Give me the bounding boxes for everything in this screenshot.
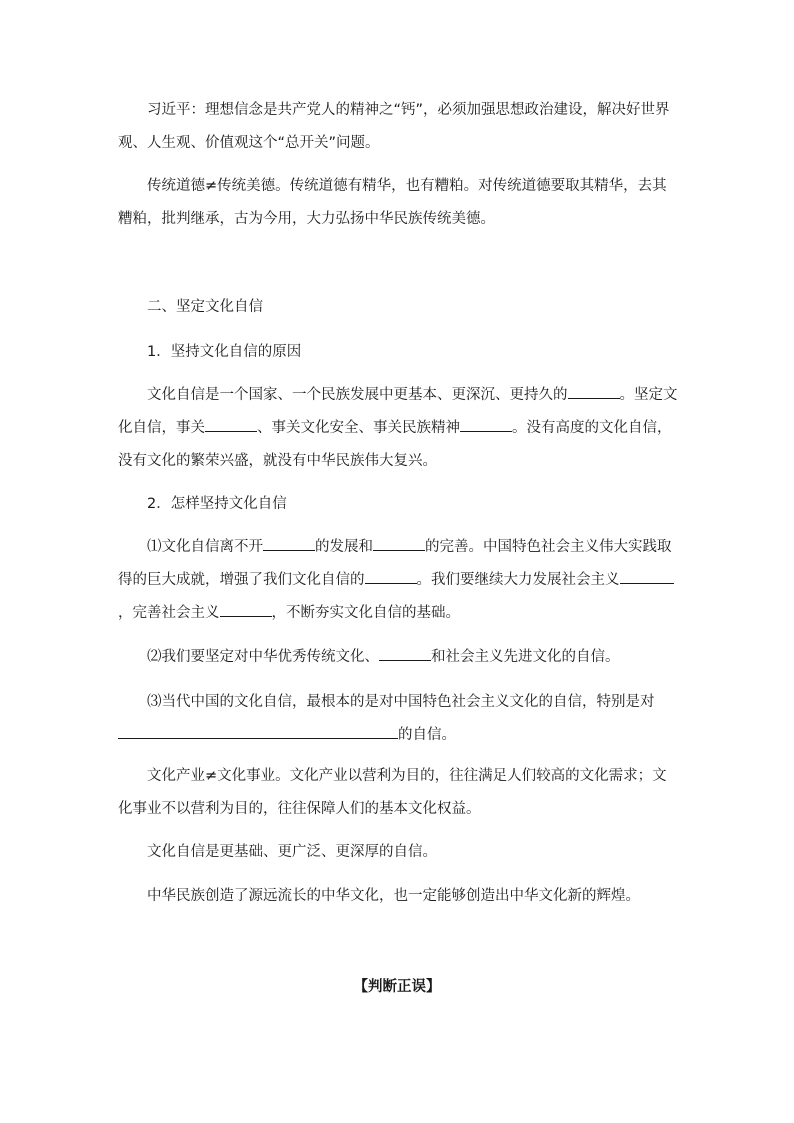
- industry-note-paragraph: 文化产业≠文化事业。文化产业以营利为目的，往往满足人们较高的文化需求；文化事业不以营利为目的，往往保障人们的基本文化权益。: [118, 768, 667, 817]
- sub2-item2-paragraph: [118, 641, 678, 674]
- confidence-note-paragraph: 文化自信是更基础、更广泛、更深厚的自信。: [147, 844, 437, 860]
- item1-text-b: 的发展和: [315, 539, 373, 555]
- sub1-paragraph: [118, 379, 678, 478]
- nation-note-paragraph: 中华民族创造了源远流长的中华文化，也一定能够创造出中华文化新的辉煌。: [147, 888, 640, 904]
- sub1-text-a: 文化自信是一个国家、一个民族发展中更基本、更深沉、更持久的: [147, 387, 568, 403]
- item1-text-e: ，完善社会主义: [118, 605, 220, 621]
- item1-text-c: 的完善。中国特色社会主义伟大实践取得的巨大成就，增强了我们文化自信的: [118, 539, 672, 588]
- fill-blank[interactable]: [620, 571, 674, 584]
- sub1-title: 1．坚持文化自信的原因: [147, 344, 302, 360]
- fill-blank[interactable]: [379, 648, 431, 661]
- sub2-item3-paragraph: [118, 686, 678, 752]
- fill-blank[interactable]: [365, 571, 417, 584]
- fill-blank[interactable]: [118, 726, 398, 739]
- fill-blank[interactable]: [568, 386, 620, 399]
- fill-blank[interactable]: [263, 538, 315, 551]
- item1-text-a: ⑴文化自信离不开: [147, 539, 263, 555]
- sub2-item1-paragraph: [118, 531, 678, 630]
- section2-title: 二、坚定文化自信: [147, 299, 263, 315]
- item1-text-f: ，不断夯实文化自信的基础。: [271, 605, 460, 621]
- sub1-text-c: 、事关文化安全、事关民族精神: [257, 420, 460, 436]
- item2-text-b: 和社会主义先进文化的自信。: [431, 649, 620, 665]
- fill-blank[interactable]: [220, 604, 272, 617]
- sub1-text-b: 。坚定文化自信，事关: [118, 387, 678, 436]
- item3-text-b: 的自信。: [398, 727, 456, 743]
- xi-quote-paragraph: 习近平：理想信念是共产党人的精神之“钙”，必须加强思想政治建设，解决好世界观、人生观、价值观这个“总开关”问题。: [118, 102, 670, 151]
- judgment-title: 【判断正误】: [353, 979, 441, 995]
- item3-text-a: ⑶当代中国的文化自信，最根本的是对中国特色社会主义文化的自信，特别是对: [147, 694, 655, 710]
- item1-text-d: 。我们要继续大力发展社会主义: [416, 572, 620, 588]
- item2-text-a: ⑵我们要坚定对中华优秀传统文化、: [147, 649, 379, 665]
- tradition-note-paragraph: 传统道德≠传统美德。传统道德有精华，也有糟粕。对传统道德要取其精华，去其糟粕，批判继承，古为今用，大力弘扬中华民族传统美德。: [118, 178, 667, 227]
- sub2-title: 2．怎样坚持文化自信: [147, 496, 287, 512]
- sub1-text-d: 。没有高度的文化自信，没有文化的繁荣兴盛，就没有中华民族伟大复兴。: [118, 420, 672, 469]
- fill-blank[interactable]: [460, 419, 512, 432]
- fill-blank[interactable]: [205, 419, 257, 432]
- fill-blank[interactable]: [373, 538, 425, 551]
